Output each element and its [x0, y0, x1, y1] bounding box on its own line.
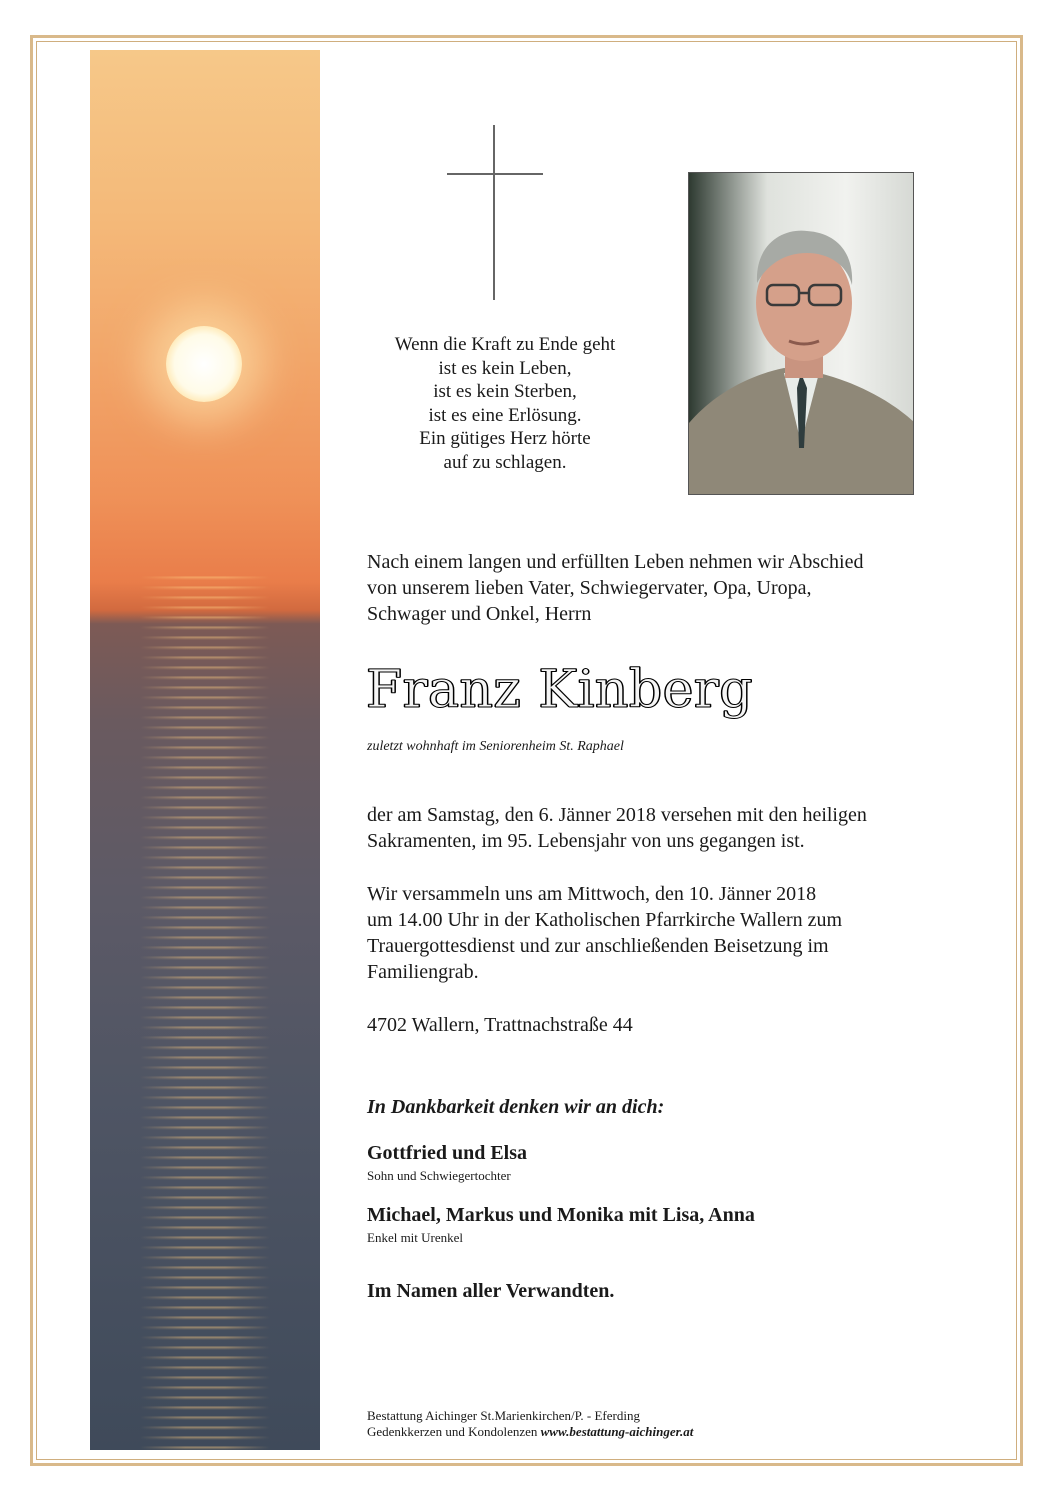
intro-line: Schwager und Onkel, Herrn — [367, 603, 592, 625]
intro-text — [367, 549, 1007, 627]
footer — [367, 1408, 693, 1440]
funeral-line: um 14.00 Uhr in der Katholischen Pfarrkirche Wallern zum — [367, 909, 843, 931]
footer-website-link[interactable]: www.bestattung-aichinger.at — [540, 1424, 694, 1439]
death-notice-line: Sakramenten, im 95. Lebensjahr von uns gegangen ist. — [367, 830, 805, 852]
poem-line: ist es eine Erlösung. — [428, 404, 582, 426]
portrait-photo — [688, 172, 914, 495]
footer-condolences-label: Gedenkkerzen und Kondolenzen — [367, 1424, 538, 1439]
poem-line: Wenn die Kraft zu Ende geht — [394, 334, 616, 355]
cross-icon — [447, 125, 543, 300]
water-reflection — [140, 570, 270, 1450]
intro-line: Nach einem langen und erfüllten Leben nehmen wir Abschied — [367, 551, 864, 573]
funeral-line: Familiengrab. — [367, 961, 479, 983]
sun-glow — [166, 326, 242, 402]
funeral-line: Wir versammeln uns am Mittwoch, den 10. Jänner 2018 — [367, 883, 817, 905]
residence-note: zuletzt wohnhaft im Seniorenheim St. Raphael — [367, 739, 624, 754]
mourner-relation: Sohn und Schwiegertochter — [367, 1168, 511, 1183]
address: 4702 Wallern, Trattnachstraße 44 — [367, 1014, 633, 1036]
funeral-details — [367, 881, 1007, 985]
thanks-heading: In Dankbarkeit denken wir an dich: — [367, 1096, 665, 1118]
poem-line: Ein gütiges Herz hörte — [419, 428, 591, 449]
poem-line: ist es kein Sterben, — [433, 381, 577, 402]
mourner-name: Michael, Markus und Monika mit Lisa, Anna — [367, 1204, 755, 1226]
footer-undertaker: Bestattung Aichinger St.Marienkirchen/P. - Eferding — [367, 1408, 640, 1423]
sunset-image-strip — [90, 50, 320, 1450]
mourner-relation: Enkel mit Urenkel — [367, 1230, 464, 1245]
intro-line: von unserem lieben Vater, Schwiegervater, Opa, Uropa, — [367, 577, 812, 599]
mourner-name: Gottfried und Elsa — [367, 1142, 528, 1164]
funeral-line: Trauergottesdienst und zur anschließenden Beisetzung im — [367, 935, 829, 957]
footer-condolences — [367, 1424, 693, 1440]
closing-line: Im Namen aller Verwandten. — [367, 1280, 615, 1302]
death-notice-line: der am Samstag, den 6. Jänner 2018 versehen mit den heiligen — [367, 804, 867, 826]
deceased-name: Franz Kinberg — [366, 660, 754, 720]
poem-line: auf zu schlagen. — [443, 451, 567, 473]
poem — [340, 333, 670, 474]
poem-line: ist es kein Leben, — [438, 357, 572, 379]
death-notice — [367, 802, 1007, 854]
